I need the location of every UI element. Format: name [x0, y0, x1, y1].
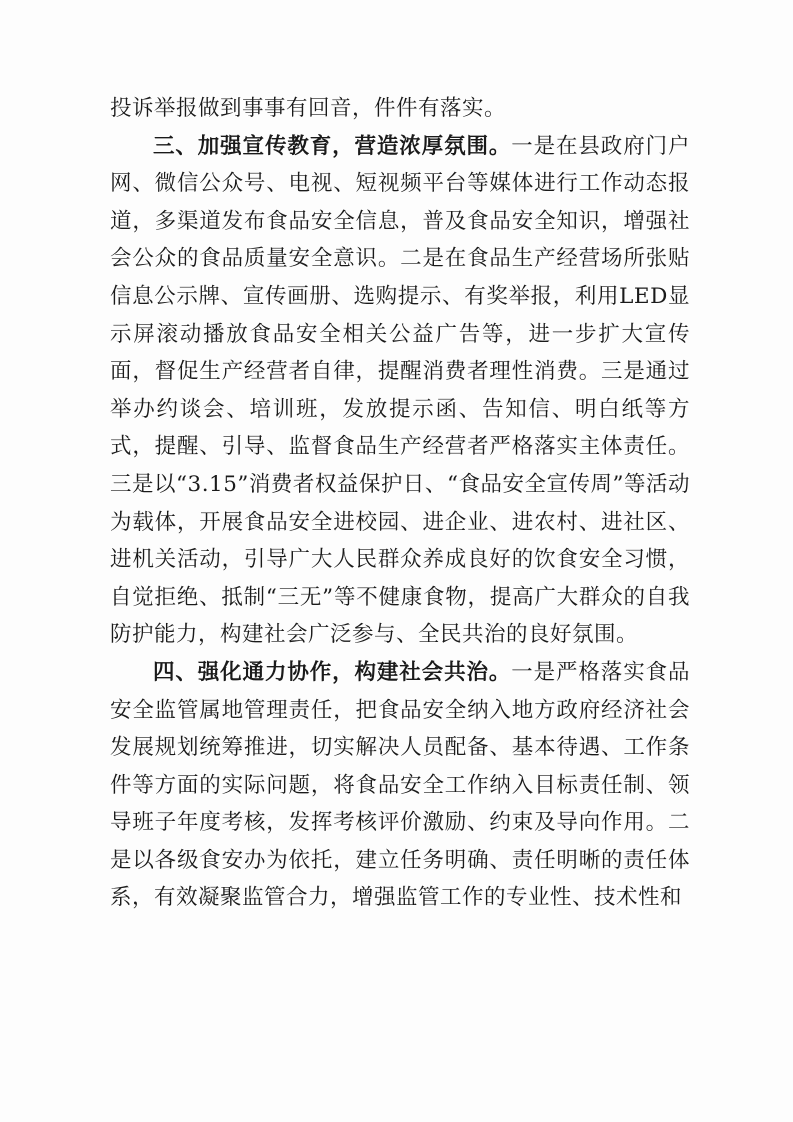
- paragraph-body: 一是严格落实食品安全监管属地管理责任，把食品安全纳入地方政府经济社会发展规划统筹推进，切实解决人员配备、基本待遇、工作条件等方面的实际问题，将食品安全工作纳入目标责任制、领导班子年度考核，发挥考核评价激励、约束及导向作用。二是以各级食安办为依托，建立任务明确、责任明晰的责任体系，有效凝聚监管合力，增强监管工作的专业性、技术性和: [110, 659, 690, 911]
- document-body: [110, 90, 690, 917]
- paragraph-body: 投诉举报做到事事有回音，件件有落实。: [110, 96, 507, 121]
- paragraph-continuation: [110, 90, 690, 128]
- paragraph-section-three: [110, 128, 690, 654]
- paragraph-section-four: [110, 654, 690, 917]
- section-heading: 三、加强宣传教育，营造浓厚氛围。: [153, 133, 512, 159]
- section-heading: 四、强化通力协作，构建社会共治。: [153, 659, 512, 685]
- paragraph-body: 一是在县政府门户网、微信公众号、电视、短视频平台等媒体进行工作动态报道，多渠道发布食品安全信息，普及食品安全知识，增强社会公众的食品质量安全意识。二是在食品生产经营场所张贴信息公示牌、宣传画册、选购提示、有奖举报，利用LED显示屏滚动播放食品安全相关公益广告等，进一步扩大宣传面，督促生产经营者自律，提醒消费者理性消费。三是通过举办约谈会、培训班，发放提示函、告知信、明白纸等方式，提醒、引导、监督食品生产经营者严格落实主体责任。三是以“3.15”消费者权益保护日、“食品安全宣传周”等活动为载体，开展食品安全进校园、进企业、进农村、进社区、进机关活动，引导广大人民群众养成良好的饮食安全习惯，自觉拒绝、抵制“三无”等不健康食物，提高广大群众的自我防护能力，构建社会广泛参与、全民共治的良好氛围。: [110, 133, 690, 648]
